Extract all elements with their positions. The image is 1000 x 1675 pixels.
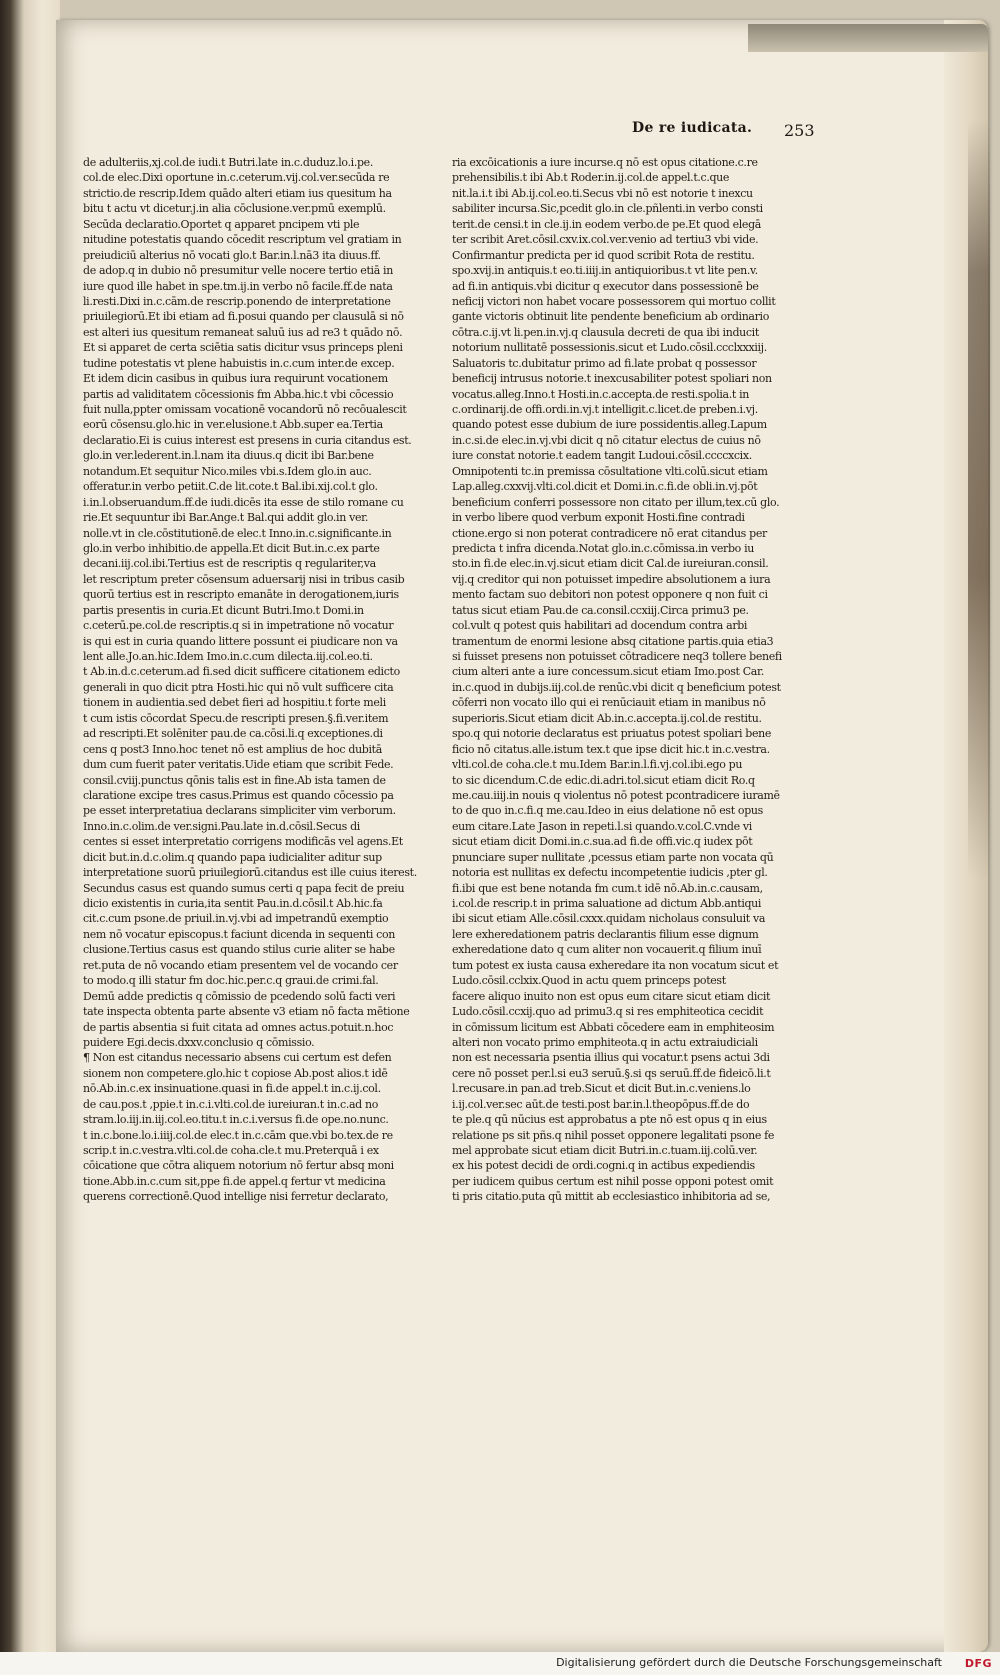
text-line: ria excōicationis a iure incurse.q nō est opus citatione.c.re — [452, 156, 758, 169]
text-line: li.resti.Dixi in.c.cām.de rescrip.ponendo de interpretatione — [83, 294, 391, 308]
text-line: col.vult q potest quis habilitari ad docendum contra arbi — [452, 619, 748, 633]
text-line: fi.ibi que est bene notanda fm cum.t idē nō.Ab.in.c.causam, — [452, 881, 763, 895]
text-line: dicio existentis in curia,ita sentit Pau.in.d.cōsil.t Ab.hic.fa — [83, 897, 383, 910]
text-line: declaratio.Ei is cuius interest est presens in curia citandus est. — [83, 433, 412, 447]
text-line: mento factam suo debitori non potest opponere q non fuit ci — [452, 588, 768, 602]
text-line: tatus sicut etiam Pau.de ca.consil.ccxiij.Circa primu3 pe. — [452, 603, 749, 617]
text-line: consil.cviij.punctus qōnis talis est in fine.Ab ista tamen de — [83, 773, 386, 787]
text-line: Et si apparet de certa sciētia satis dicitur vsus princeps pleni — [83, 341, 403, 355]
page-top-edge — [748, 24, 988, 52]
text-line: claratione excipe tres casus.Primus est quando cōcessio pa — [83, 788, 394, 802]
text-line: strictio.de rescrip.Idem quādo alteri etiam ius quesitum ha — [83, 186, 392, 200]
text-line: is qui est in curia quando littere possunt ei piudicare non va — [83, 634, 398, 648]
text-line: bitu t actu vt dicetur.j.in alia cōclusione.ver.pmū exemplū. — [83, 202, 386, 216]
text-line: nō.Ab.in.c.ex insinuatione.quasi in fi.de appel.t in.c.ij.col. — [83, 1082, 381, 1096]
text-line: cere nō posset per.l.si eu3 seruū.§.si qs seruū.ff.de fideicō.li.t — [452, 1066, 771, 1080]
text-line: to sic dicendum.C.de edic.di.adri.tol.sicut etiam dicit Ro.q — [452, 773, 755, 787]
text-line: superioris.Sicut etiam dicit Ab.in.c.accepta.ij.col.de restitu. — [452, 711, 762, 725]
text-line: c.ordinarij.de offi.ordi.in.vj.t intelligit.c.licet.de preben.i.vj. — [452, 403, 758, 416]
text-line: mel approbate sicut etiam dicit Butri.in.c.tuam.iij.colū.ver. — [452, 1144, 758, 1157]
text-line: te ple.q qū nūcius est approbatus a pte nō est opus q in eius — [452, 1113, 767, 1127]
text-line: ex his potest decidi de ordi.cogni.q in actibus expediendis — [452, 1159, 755, 1173]
text-line: t Ab.in.d.c.ceterum.ad fi.sed dicit sufficere citationem edicto — [83, 665, 400, 679]
text-line: iure constat notorie.t eadem tangit Ludoui.cōsil.ccccxcix. — [452, 449, 752, 463]
left-text-column — [83, 155, 418, 1291]
text-line: decani.iij.col.ibi.Tertius est de rescriptis q regulariter,va — [83, 557, 376, 571]
dfg-logo: DFG — [964, 1657, 992, 1670]
text-line: alteri non vocato primo emphiteota.q in actu extraiudiciali — [452, 1035, 758, 1049]
text-line: glo.in ver.lederent.in.l.nam ita diuus.q dicit ibi Bar.bene — [83, 449, 374, 463]
text-line: cōicatione que cōtra aliquem notorium nō fertur absq moni — [83, 1159, 394, 1173]
text-line: predicta t infra dicenda.Notat glo.in.c.cōmissa.in verbo iu — [452, 541, 754, 555]
text-line: beneficium conferri possessore non citato per illum,tex.cū glo. — [452, 495, 780, 509]
text-line: let rescriptum preter cōsensum aduersarij nisi in tribus casib — [83, 572, 405, 586]
text-line: ter scribit Aret.cōsil.cxv.ix.col.ver.venio ad tertiu3 vbi vide. — [452, 233, 759, 247]
text-line: Lap.alleg.cxxvij.vlti.col.dicit et Domi.in.c.fi.de obli.in.vj.pōt — [452, 480, 758, 494]
text-line: c.ceterū.pe.col.de rescriptis.q si in impetratione nō vocatur — [83, 619, 394, 633]
text-line: pe esset interpretatiua declarans simpliciter vim verborum. — [83, 804, 396, 818]
text-line: dum cum fuerit pater veritatis.Uide etiam que scribit Fede. — [83, 758, 394, 772]
book-spine-edge — [0, 0, 60, 1675]
text-line: i.col.de rescrip.t in prima saluatione ad dictum Abb.antiqui — [452, 897, 762, 910]
text-line: in.c.quod in dubijs.iij.col.de renūc.vbi dicit q beneficium potest — [452, 680, 781, 694]
text-line: non est necessaria psentia illius qui vocatur.t psens actui 3di — [452, 1051, 770, 1065]
text-line: notorium nullitatē possessionis.sicut et Ludo.cōsil.ccclxxxiij. — [452, 341, 767, 355]
text-line: nit.la.i.t ibi Ab.ij.col.eo.ti.Secus vbi nō est notorie t inexcu — [452, 186, 753, 200]
text-line: interpretatione suorū priuilegiorū.citandus est ille cuius iterest. — [83, 866, 417, 880]
text-line: ret.puta de nō vocando etiam presentem vel de vocando cer — [83, 958, 398, 972]
text-line: partis presentis in curia.Et dicunt Butri.Imo.t Domi.in — [83, 603, 364, 617]
text-line: dicit but.in.d.c.olim.q quando papa iudicialiter aditur sup — [83, 850, 382, 864]
text-line: partis ad validitatem cōcessionis fm Abba.hic.t vbi cōcessio — [83, 387, 394, 401]
text-line: cens q post3 Inno.hoc tenet nō est amplius de hoc dubitā — [83, 742, 382, 756]
text-line: rie.Et sequuntur ibi Bar.Ange.t Bal.qui addit glo.in ver. — [83, 511, 368, 525]
text-line: querens correctionē.Quod intellige nisi ferretur declarato, — [83, 1190, 389, 1204]
text-line: sabiliter incursa.Sic,pcedit glo.in cle.pñlenti.in verbo consti — [452, 202, 763, 216]
text-line: fuit nulla,ppter omissam vocationē vocandorū nō recōualescit — [83, 403, 407, 416]
text-line: cōtra.c.ij.vt li.pen.in.vj.q clausula decreti de qua ibi inducit — [452, 325, 759, 339]
text-line: nem nō vocatur episcopus.t faciunt dicenda in sequenti con — [83, 927, 396, 941]
text-line: quando potest esse dubium de iure possidentis.alleg.Lapum — [452, 418, 767, 432]
text-line: stram.lo.iij.in.iij.col.eo.titu.t in.c.i.versus fi.de ope.no.nunc. — [83, 1113, 389, 1127]
text-line: Confirmantur predicta per id quod scribit Rota de restitu. — [452, 248, 755, 262]
text-line: vlti.col.de coha.cle.t mu.Idem Bar.in.l.fi.vj.col.ibi.ego pu — [452, 758, 743, 772]
text-line: tramentum de enormi lesione absq citatione partis.quia etia3 — [452, 634, 774, 648]
text-line: t cum istis cōcordat Specu.de rescripti presen.§.fi.ver.item — [83, 711, 389, 725]
text-line: l.recusare.in pan.ad treb.Sicut et dicit But.in.c.veniens.lo — [452, 1082, 751, 1096]
text-line: in cōmissum licitum est Abbati cōcedere eam in emphiteosim — [452, 1020, 775, 1034]
text-line: Et idem dicin casibus in quibus iura requirunt vocationem — [83, 372, 388, 386]
text-line: cium alteri ante a iure concessum.sicut etiam Imo.post Car. — [452, 665, 764, 679]
text-line: iure quod ille habet in spe.tm.ij.in verbo nō facile.ff.de nata — [83, 279, 393, 293]
text-line: tate inspecta obtenta parte absente v3 etiam nō facta mētione — [83, 1005, 410, 1019]
text-line: per iudicem quibus certum est nihil posse opponi potest omit — [452, 1174, 774, 1188]
running-head: De re iudicata. — [632, 120, 753, 136]
footer-credit: Digitalisierung gefördert durch die Deutsche Forschungsgemeinschaft — [556, 1656, 942, 1669]
text-line: eorū cōsensu.glo.hic in ver.elusione.t Abb.super ea.Tertia — [83, 418, 383, 432]
text-line: quorū tertius est in rescripto emanāte in derogationem,iuris — [83, 588, 399, 602]
text-line: ad rescripti.Et solēniter pau.de ca.cōsi.li.q exceptiones.di — [83, 727, 383, 741]
text-line: notandum.Et sequitur Nico.miles vbi.s.Idem glo.in auc. — [83, 464, 372, 478]
text-line: neficij victori non habet vocare possessorem qui mortuo collit — [452, 294, 776, 308]
text-line: sto.in fi.de elec.in.vj.sicut etiam dicit Cal.de iureiuran.consil. — [452, 557, 769, 571]
text-line: ficio nō citatus.alle.istum tex.t que ipse dicit hic.t in.c.vestra. — [452, 742, 770, 756]
text-line: spo.q qui notorie declaratus est priuatus potest spoliari bene — [452, 727, 772, 741]
text-line: ¶ Non est citandus necessario absens cui certum est defen — [83, 1051, 392, 1065]
text-line: me.cau.iiij.in nouis q violentus nō potest pcontradicere iuramē — [452, 788, 780, 802]
text-line: beneficij intrusus notorie.t inexcusabiliter potest spoliari non — [452, 372, 772, 386]
text-line: in verbo libere quod verbum exponit Hosti.fine contradi — [452, 511, 745, 525]
text-line: exheredatione dato q cum aliter non vocauerit.q filium inuī — [452, 943, 762, 957]
text-line: tionem in audientia.sed debet fieri ad hospitiu.t forte meli — [83, 696, 386, 710]
page-number: 253 — [784, 121, 815, 140]
text-line: pnunciare super nullitate ,pcessus etiam parte non vocata qū — [452, 850, 774, 864]
text-line: nitudine potestatis quando cōcedit rescriptum vel gratiam in — [83, 233, 402, 247]
text-line: puidere Egi.decis.dxxv.conclusio q cōmissio. — [83, 1035, 315, 1049]
text-line: scrip.t in.c.vestra.vlti.col.de coha.cle.t mu.Preterquā i ex — [83, 1144, 379, 1157]
text-line: de adop.q in dubio nō presumitur velle nocere tertio etiā in — [83, 264, 393, 278]
text-line: to modo.q illi statur fm doc.hic.per.c.q graui.de crimi.fal. — [83, 974, 379, 988]
text-line: sicut etiam dicit Domi.in.c.sua.ad fi.de offi.vic.q iudex pōt — [452, 835, 753, 849]
text-line: de partis absentia si fuit citata ad omnes actus.potuit.n.hoc — [83, 1020, 394, 1034]
text-line: centes si esset interpretatio corrigens modificās vel agens.Et — [83, 835, 403, 849]
text-line: tione.Abb.in.c.cum sit,ppe fi.de appel.q fertur vt medicina — [83, 1174, 386, 1188]
text-line: Omnipotenti tc.in premissa cōsultatione vlti.colū.sicut etiam — [452, 464, 768, 478]
text-line: col.de elec.Dixi oportune in.c.ceterum.vij.col.ver.secūda re — [83, 171, 390, 185]
text-line: prehensibilis.t ibi Ab.t Roder.in.ij.col.de appel.t.c.que — [452, 171, 730, 185]
text-line: terit.de censi.t in cle.ij.in eodem verbo.de pe.Et quod elegā — [452, 217, 761, 231]
text-line: glo.in verbo inhibitio.de appella.Et dicit But.in.c.ex parte — [83, 541, 380, 555]
page-stain — [968, 120, 990, 880]
text-line: lent alle.Jo.an.hic.Idem Imo.in.c.cum dilecta.iij.col.eo.ti. — [83, 650, 373, 663]
text-line: ti pris citatio.puta qū mittit ab ecclesiastico inhibitoria ad se, — [452, 1190, 771, 1204]
text-line: Secundus casus est quando sumus certi q papa fecit de preiu — [83, 881, 405, 895]
text-line: clusione.Tertius casus est quando stilus curie aliter se habe — [83, 943, 395, 957]
text-line: tum potest ex iusta causa exheredare ita non vocatum sicut et — [452, 958, 779, 972]
text-line: est alteri ius quesitum remaneat saluū ius ad re3 t quādo nō. — [83, 325, 403, 339]
text-line: facere aliquo inuito non est opus eum citare sicut etiam dicit — [452, 989, 771, 1003]
text-line: offeratur.in verbo petiit.C.de lit.cote.t Bal.ibi.xij.col.t glo. — [83, 480, 378, 494]
text-line: gante victoris obtinuit lite pendente beneficium ab ordinario — [452, 310, 769, 324]
text-line: Ludo.cōsil.cclxix.Quod in actu quem princeps potest — [452, 974, 726, 988]
text-line: nolle.vt in cle.cōstitutionē.de elec.t Inno.in.c.significante.in — [83, 526, 392, 540]
text-line: ad fi.in antiquis.vbi dicitur q executor dans possessionē be — [452, 279, 759, 293]
text-line: Ludo.cōsil.ccxij.quo ad primu3.q si res emphiteotica cecidit — [452, 1005, 764, 1019]
text-line: preiudiciū alterius nō vocati glo.t Bar.in.l.nā3 ita diuus.ff. — [83, 248, 381, 262]
text-line: de cau.pos.t ,ppie.t in.c.i.vlti.col.de iureiuran.t in.c.ad no — [83, 1097, 379, 1111]
text-line: in.c.si.de elec.in.vj.vbi dicit q nō citatur electus de cuius nō — [452, 433, 761, 447]
text-line: relatione ps sit pñs.q nihil posset opponere legalitati psone fe — [452, 1128, 775, 1142]
text-line: ctione.ergo si non poterat contradicere nō erat citandus per — [452, 526, 767, 540]
text-line: cit.c.cum psone.de priuil.in.vj.vbi ad impetrandū exemptio — [83, 912, 389, 926]
text-line: vocatus.alleg.Inno.t Hosti.in.c.accepta.de resti.spolia.t in — [452, 387, 749, 401]
text-line: Demū adde predictis q cōmissio de pcedendo solū facti veri — [83, 989, 396, 1003]
text-line: sionem non competere.glo.hic t copiose Ab.post alios.t idē — [83, 1066, 388, 1080]
text-line: priuilegiorū.Et ibi etiam ad fi.posui quando per clausulā si nō — [83, 310, 404, 324]
text-line: notoria est nullitas ex defectu incompetentie iudicis ,pter gl. — [452, 866, 768, 880]
text-line: t in.c.bone.lo.i.iiij.col.de elec.t in.c.cām que.vbi bo.tex.de re — [83, 1128, 393, 1142]
text-line: Saluatoris tc.dubitatur primo ad fi.late probat q possessor — [452, 356, 757, 370]
text-line: i.in.l.obseruandum.ff.de iudi.dicēs ita esse de stilo romane cu — [83, 495, 404, 509]
text-line: si fuisset presens non potuisset cōtradicere neq3 tollere benefi — [452, 650, 782, 663]
text-line: i.ij.col.ver.sec aūt.de testi.post bar.in.l.theopōpus.ff.de do — [452, 1097, 750, 1111]
text-line: Inno.in.c.olim.de ver.signi.Pau.late in.d.cōsil.Secus di — [83, 819, 360, 833]
text-line: cōferri non vocato illo qui ei renūciauit etiam in manibus nō — [452, 696, 766, 710]
text-line: ibi sicut etiam Alle.cōsil.cxxx.quidam nicholaus consuluit va — [452, 912, 766, 926]
text-line: to de quo in.c.fi.q me.cau.Ideo in eius delatione nō est opus — [452, 804, 763, 818]
text-line: de adulteriis,xj.col.de iudi.t Butri.late in.c.duduz.lo.i.pe. — [83, 156, 373, 169]
digitization-footer — [0, 1652, 1000, 1675]
text-line: spo.xvij.in antiquis.t eo.ti.iiij.in antiquioribus.t vt lite pen.v. — [452, 264, 758, 278]
text-line: eum citare.Late Jason in repeti.l.si quando.v.col.C.vnde vi — [452, 819, 752, 833]
facing-page-text — [10, 150, 56, 1450]
text-line: tudine potestatis vt plene habuistis in.c.cum inter.de excep. — [83, 356, 395, 370]
text-line: generali in quo dicit ptra Hosti.hic qui nō vult sufficere cita — [83, 680, 394, 694]
text-line: lere exheredationem patris declarantis filium esse dignum — [452, 927, 759, 941]
text-line: Secūda declaratio.Oportet q apparet pncipem vti ple — [83, 217, 360, 231]
text-line: vij.q creditor qui non potuisset impedire absolutionem a iura — [452, 572, 771, 586]
right-text-column — [452, 155, 787, 1223]
